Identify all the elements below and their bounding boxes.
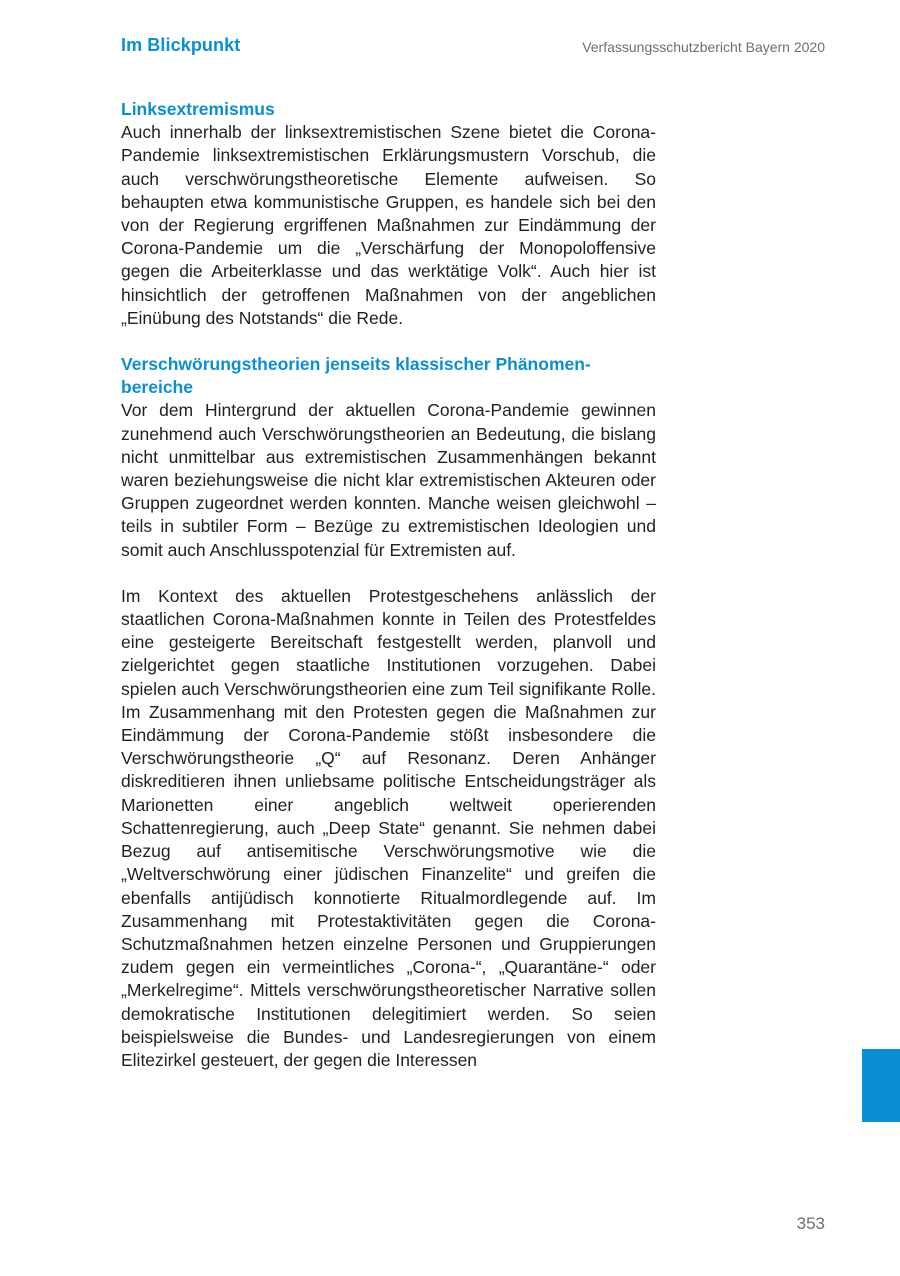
heading-linksextremismus: Linksextremismus [121, 99, 275, 119]
paragraph-verschwoerungstheorien-2: Im Kontext des aktuellen Protestgeschehens anlässlich der staatlichen Corona-Maßnahmen konnte in Teilen des Protestfeldes eine gesteigerte Bereitschaft festgestellt werden, planvoll und zielgerichtet gegen staatliche Institutionen vorzugehen. Dabei spielen auch Verschwörungstheorien eine zum Teil signifikante Rolle. Im Zusammenhang mit den Protesten gegen die Maßnahmen zur Eindämmung der Corona-Pandemie stößt insbesondere die Verschwörungstheorie „Q“ auf Resonanz. Deren Anhänger diskreditieren ihnen unliebsame politische Entscheidungsträger als Marionetten einer angeblich weltweit operierenden Schattenregierung, auch „Deep State“ genannt. Sie nehmen dabei Bezug auf antisemitische Verschwörungsmotive wie die „Weltverschwörung einer jüdischen Finanzelite“ und greifen die ebenfalls antijüdisch konnotierte Ritualmordlegende auf. Im Zusammenhang mit Protestaktivitäten gegen die Corona-Schutzmaßnahmen hetzen einzelne Personen und Gruppierungen zudem gegen ein vermeintliches „Corona-“, „Quarantäne-“ oder „Merkelregime“. Mittels verschwörungstheoretischer Narrative sollen demokratische Institutionen delegitimiert werden. So seien beispielsweise die Bundes- und Landesregierungen von einem Elitezirkel gesteuert, der gegen die Interessen [121, 585, 656, 1070]
page-number: 353 [796, 1214, 825, 1233]
paragraph-verschwoerungstheorien-1: Vor dem Hintergrund der aktuellen Corona-Pandemie gewinnen zunehmend auch Verschwörungstheorien an Bedeutung, die bislang nicht unmittelbar aus extremistischen Zusammenhängen bekannt waren beziehungsweise die nicht klar extremistischen Akteuren oder Gruppen zugeordnet werden konnten. Manche weisen gleichwohl – teils in subtiler Form – Bezüge zu extremistischen Ideologien und somit auch Anschlusspotenzial für Extremisten auf. [121, 400, 656, 560]
section-label: Im Blickpunkt [121, 35, 241, 55]
paragraph-linksextremismus: Auch innerhalb der linksextremistischen Szene bietet die Corona-Pandemie linksextremistischen Erklärungsmustern Vorschub, die auch verschwörungstheoretische Elemente aufweisen. So behaupten etwa kommunistische Gruppen, es handele sich bei den von der Regierung ergriffenen Maßnahmen zur Eindämmung der Corona-Pandemie um die „Verschärfung der Monopoloffensive gegen die Arbeiterklasse und das werktätige Volk“. Auch hier ist hinsichtlich der getroffenen Maßnahmen von der angeblichen „Einübung des Notstands“ die Rede. [121, 122, 656, 328]
chapter-tab-marker [862, 1049, 900, 1122]
heading-verschwoerungstheorien: Verschwörungstheorien jenseits klassischer Phänomen-bereiche [121, 354, 591, 398]
paragraph-spacer [121, 330, 656, 353]
publication-title: Verfassungsschutzbericht Bayern 2020 [582, 39, 825, 55]
article-body [121, 98, 656, 1072]
paragraph-spacer [121, 562, 656, 585]
